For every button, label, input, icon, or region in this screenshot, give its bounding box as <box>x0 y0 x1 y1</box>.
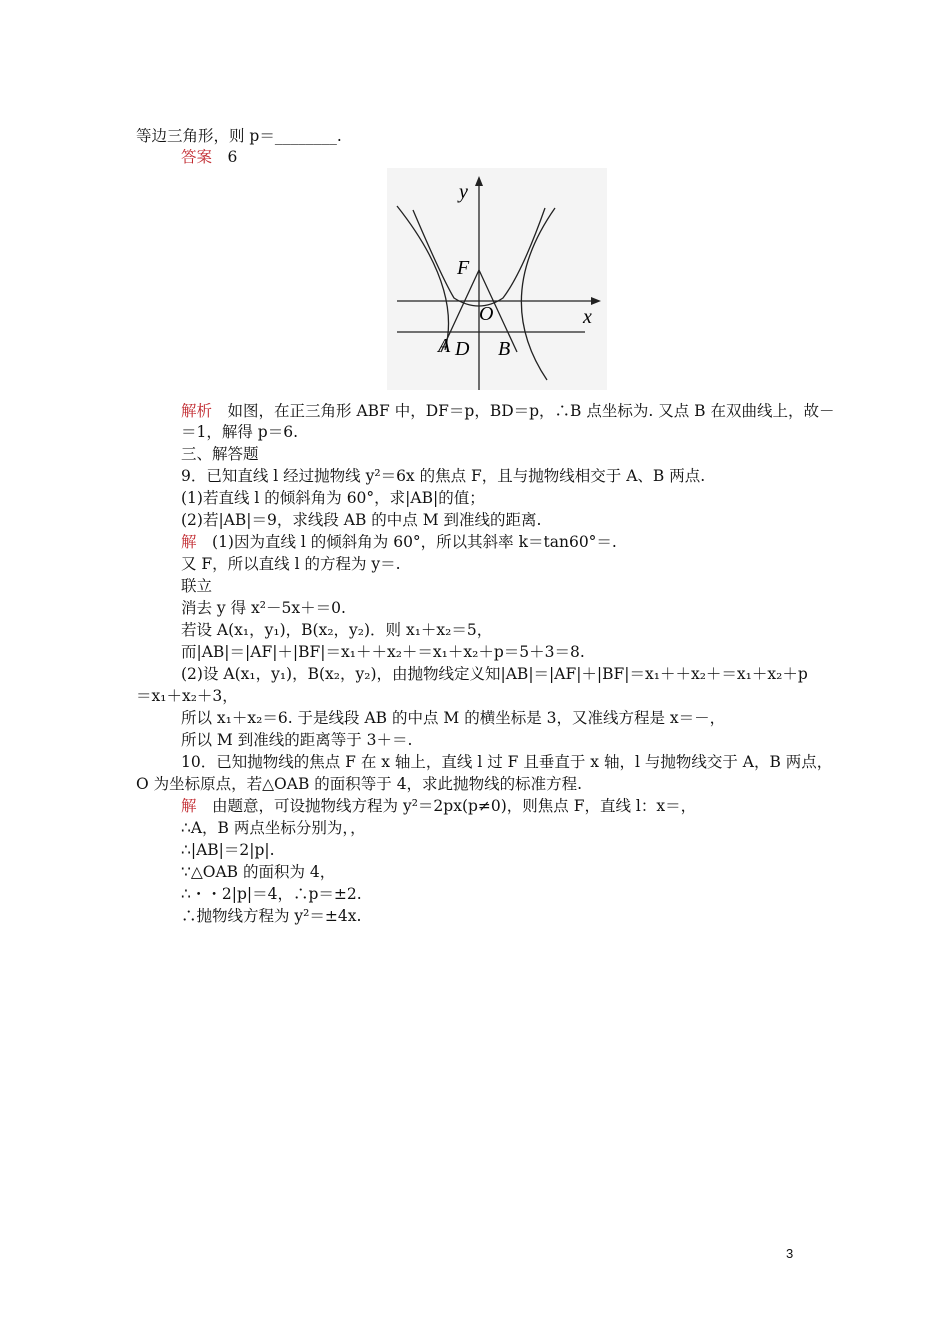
solution-9-line-4 <box>181 598 346 618</box>
solution-9-line-9 <box>181 708 725 728</box>
line-text: ∴抛物线方程为 y²＝±4x. <box>181 907 362 925</box>
text-line-1 <box>136 126 342 146</box>
line-text: ∴A，B 两点坐标分别为，， <box>181 819 366 837</box>
section-heading <box>181 444 259 464</box>
solution-10-line-2 <box>181 818 366 838</box>
solution-label: 解 <box>181 797 197 815</box>
line-text: 而|AB|＝|AF|＋|BF|＝x₁＋＋x₂＋＝x₁＋x₂＋p＝5＋3＝8. <box>181 643 585 661</box>
problem-10-stem-cont <box>136 774 582 794</box>
label-x: x <box>583 306 592 328</box>
solution-10-line-6 <box>181 906 361 926</box>
solution-10-line-5 <box>181 884 362 904</box>
problem-9-part-1 <box>181 488 485 508</box>
page-number: 3 <box>786 1246 794 1261</box>
line-text: ∴|AB|＝2|p|. <box>181 841 275 859</box>
solution-9-line-10 <box>181 730 412 750</box>
solution-10-line-1 <box>181 796 696 816</box>
solution-10-line-3 <box>181 840 275 860</box>
solution-9-line-3 <box>181 576 212 596</box>
answer-value: 6 <box>212 148 238 166</box>
solution-9-line-7 <box>181 664 808 684</box>
line-text: 所以 x₁＋x₂＝6. 于是线段 AB 的中点 M 的横坐标是 3，又准线方程是 x＝－， <box>181 709 726 727</box>
solution-10-line-4 <box>181 862 335 882</box>
label-F: F <box>457 257 470 279</box>
figure-background <box>387 168 607 390</box>
line-text: O 为坐标原点，若△OAB 的面积等于 4，求此抛物线的标准方程. <box>136 775 582 793</box>
line-text: (1)若直线 l 的倾斜角为 60°，求|AB|的值； <box>181 489 485 507</box>
solution-9-line-1 <box>181 532 617 552</box>
solution-9-line-2 <box>181 554 401 574</box>
solution-label: 解 <box>181 533 197 551</box>
line-text: 若设 A(x₁，y₁)，B(x₂，y₂)．则 x₁＋x₂＝5， <box>181 621 493 639</box>
line-text: 联立 <box>181 577 213 595</box>
line-text: 三、解答题 <box>181 445 259 463</box>
answer-line <box>181 147 237 167</box>
line-text: ＝1，解得 p＝6. <box>181 423 298 441</box>
line-text: (2)设 A(x₁，y₁)，B(x₂，y₂)，由抛物线定义知|AB|＝|AF|＋|BF|＝x₁＋＋x₂＋＝x₁＋x₂＋p <box>181 665 808 683</box>
problem-10-stem <box>181 752 832 772</box>
answer-label: 答案 <box>181 148 213 166</box>
label-D: D <box>455 338 470 360</box>
line-text: 消去 y 得 x²－5x＋＝0. <box>181 599 346 617</box>
label-y: y <box>459 181 468 203</box>
line-text: ＝x₁＋x₂＋3， <box>136 687 238 705</box>
label-A: A <box>438 335 451 357</box>
line-text: 10．已知抛物线的焦点 F 在 x 轴上，直线 l 过 F 且垂直于 x 轴，l 与抛物线交于 A，B 两点， <box>181 753 833 771</box>
line-text: 由题意，可设抛物线方程为 y²＝2px(p≠0)，则焦点 F，直线 l：x＝， <box>196 797 697 815</box>
line-text: ∵△OAB 的面积为 4， <box>181 863 336 881</box>
solution-9-line-5 <box>181 620 492 640</box>
line-text: ∴・・2|p|＝4，∴p＝±2. <box>181 885 362 903</box>
analysis-line <box>181 401 834 421</box>
label-O: O <box>479 303 494 325</box>
line-text: 如图，在正三角形 ABF 中，DF＝p，BD＝p，∴B 点坐标为. 又点 B 在双曲线上，故－ <box>212 402 835 420</box>
line-text: (2)若|AB|＝9，求线段 AB 的中点 M 到准线的距离. <box>181 511 542 529</box>
line-text: (1)因为直线 l 的倾斜角为 60°，所以其斜率 k＝tan60°＝. <box>196 533 617 551</box>
solution-9-line-8 <box>136 686 238 706</box>
line-text: 又 F，所以直线 l 的方程为 y＝. <box>181 555 401 573</box>
analysis-label: 解析 <box>181 402 213 420</box>
label-B: B <box>498 338 511 360</box>
hyperbola-parabola-figure <box>387 168 607 390</box>
problem-9-part-2 <box>181 510 541 530</box>
line-text: 9．已知直线 l 经过抛物线 y²＝6x 的焦点 F，且与抛物线相交于 A、B 两点. <box>181 467 706 485</box>
solution-9-line-6 <box>181 642 585 662</box>
line-text: 等边三角形，则 p＝________. <box>136 127 342 145</box>
figure-svg <box>387 168 607 390</box>
line-text: 所以 M 到准线的距离等于 3＋＝. <box>181 731 413 749</box>
text-line-4 <box>181 422 298 442</box>
problem-9-stem <box>181 466 705 486</box>
